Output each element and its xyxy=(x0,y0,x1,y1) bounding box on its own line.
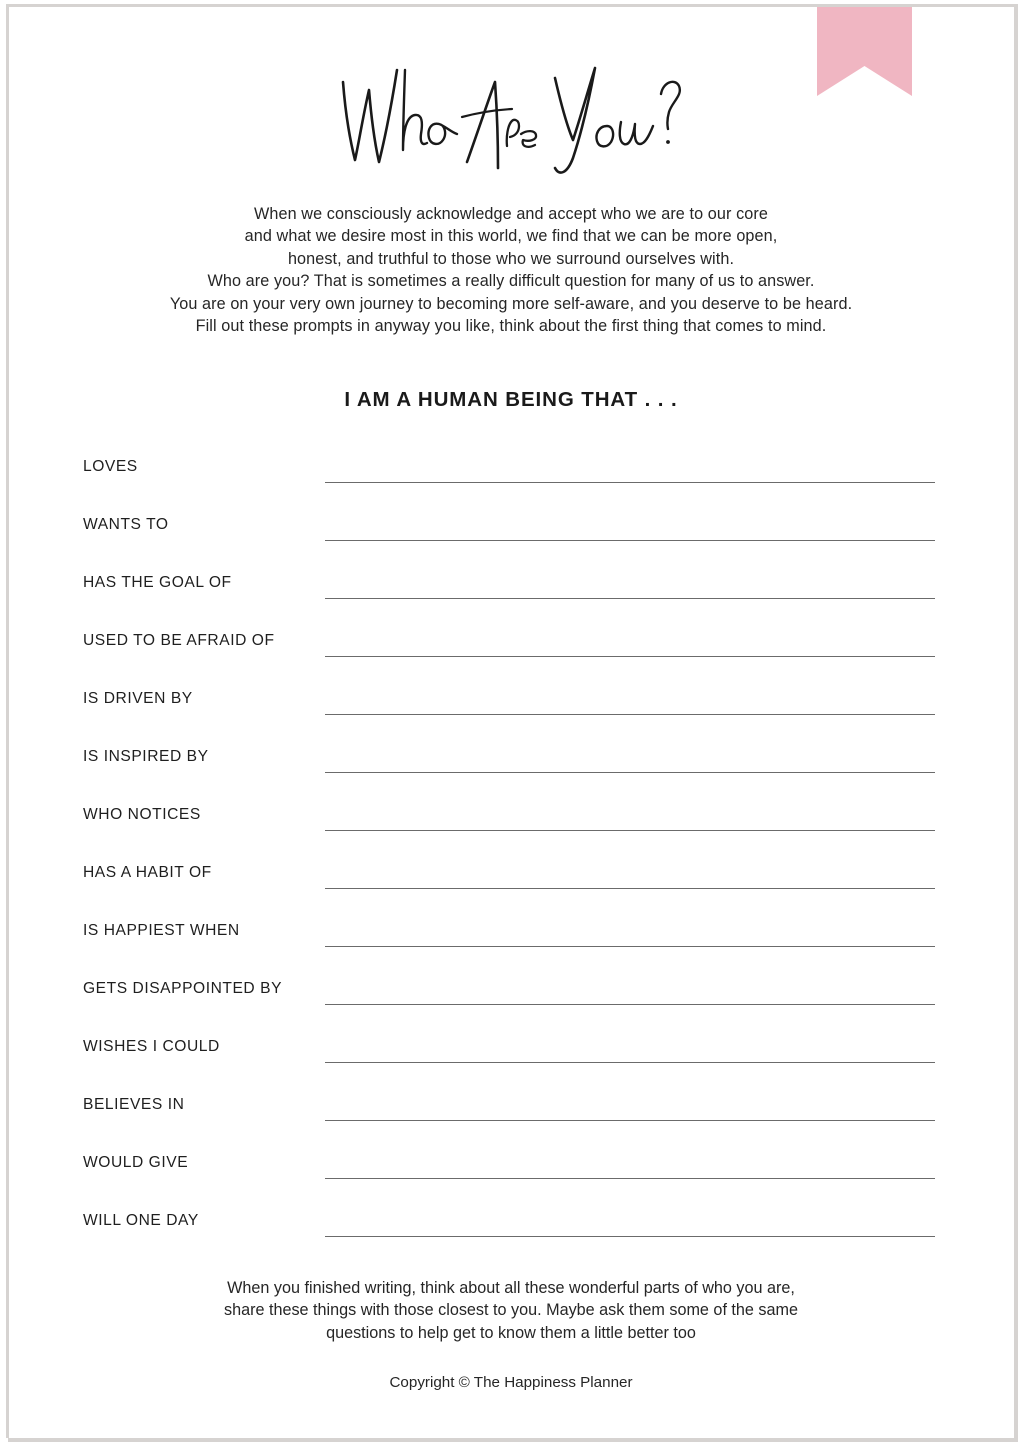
footer-note xyxy=(0,1277,1022,1344)
intro-line: and what we desire most in this world, we find that we can be more open, xyxy=(244,227,778,246)
page-border-bottom xyxy=(8,1438,1018,1442)
intro-line: You are on your very own journey to becoming more self-aware, and you deserve to be heard. xyxy=(169,294,853,313)
prompt-write-line[interactable] xyxy=(325,888,935,889)
prompt-row xyxy=(0,969,1022,1027)
prompt-label: WOULD GIVE xyxy=(83,1154,189,1171)
prompt-write-line[interactable] xyxy=(325,482,935,483)
prompt-write-line[interactable] xyxy=(325,772,935,773)
prompt-row xyxy=(0,679,1022,737)
page-title-script xyxy=(331,64,691,176)
prompt-row xyxy=(0,1085,1022,1143)
page-title xyxy=(0,64,1022,181)
prompt-row xyxy=(0,1143,1022,1201)
prompt-label: WISHES I COULD xyxy=(83,1038,220,1055)
prompt-write-line[interactable] xyxy=(325,1178,935,1179)
prompt-label: IS HAPPIEST WHEN xyxy=(83,922,240,939)
prompt-write-line[interactable] xyxy=(325,830,935,831)
intro-line: Who are you? That is sometimes a really difficult question for many of us to answer. xyxy=(207,272,815,291)
prompt-write-line[interactable] xyxy=(325,656,935,657)
prompt-write-line[interactable] xyxy=(325,598,935,599)
prompt-label: LOVES xyxy=(83,458,138,475)
intro-line: Fill out these prompts in anyway you like, think about the first thing that comes to mind. xyxy=(195,317,827,336)
intro-line: When we consciously acknowledge and accept who we are to our core xyxy=(254,205,768,223)
prompt-label: GETS DISAPPOINTED BY xyxy=(83,980,283,997)
prompt-write-line[interactable] xyxy=(325,714,935,715)
prompt-label: HAS A HABIT OF xyxy=(83,864,212,881)
intro-line: honest, and truthful to those who we surround ourselves with. xyxy=(287,249,735,268)
prompt-label: WHO NOTICES xyxy=(83,806,201,823)
footer-line: When you finished writing, think about all these wonderful parts of who you are, xyxy=(227,1279,795,1297)
prompt-row xyxy=(0,911,1022,969)
footer-line: share these things with those closest to you. Maybe ask them some of the same xyxy=(223,1301,799,1320)
section-heading: I AM A HUMAN BEING THAT . . . xyxy=(344,388,678,411)
prompt-label: WANTS TO xyxy=(83,516,169,533)
prompt-row xyxy=(0,563,1022,621)
prompt-write-line[interactable] xyxy=(325,1062,935,1063)
prompt-label: IS DRIVEN BY xyxy=(83,690,193,707)
footer-line: questions to help get to know them a little better too xyxy=(326,1323,696,1342)
prompt-write-line[interactable] xyxy=(325,1120,935,1121)
prompt-label: USED TO BE AFRAID OF xyxy=(83,632,275,649)
prompt-row xyxy=(0,853,1022,911)
prompt-row xyxy=(0,795,1022,853)
prompt-list xyxy=(0,447,1022,1259)
prompt-write-line[interactable] xyxy=(325,540,935,541)
prompt-row xyxy=(0,1201,1022,1259)
prompt-write-line[interactable] xyxy=(325,946,935,947)
prompt-row xyxy=(0,1027,1022,1085)
prompt-write-line[interactable] xyxy=(325,1236,935,1237)
prompt-label: HAS THE GOAL OF xyxy=(83,574,232,591)
prompt-label: WILL ONE DAY xyxy=(83,1212,199,1229)
copyright-notice: Copyright © The Happiness Planner xyxy=(389,1374,633,1391)
prompt-label: BELIEVES IN xyxy=(83,1096,185,1113)
intro-paragraph xyxy=(0,203,1022,337)
prompt-row xyxy=(0,447,1022,505)
prompt-row xyxy=(0,737,1022,795)
prompt-row xyxy=(0,621,1022,679)
prompt-row xyxy=(0,505,1022,563)
prompt-label: IS INSPIRED BY xyxy=(83,748,209,765)
prompt-write-line[interactable] xyxy=(325,1004,935,1005)
